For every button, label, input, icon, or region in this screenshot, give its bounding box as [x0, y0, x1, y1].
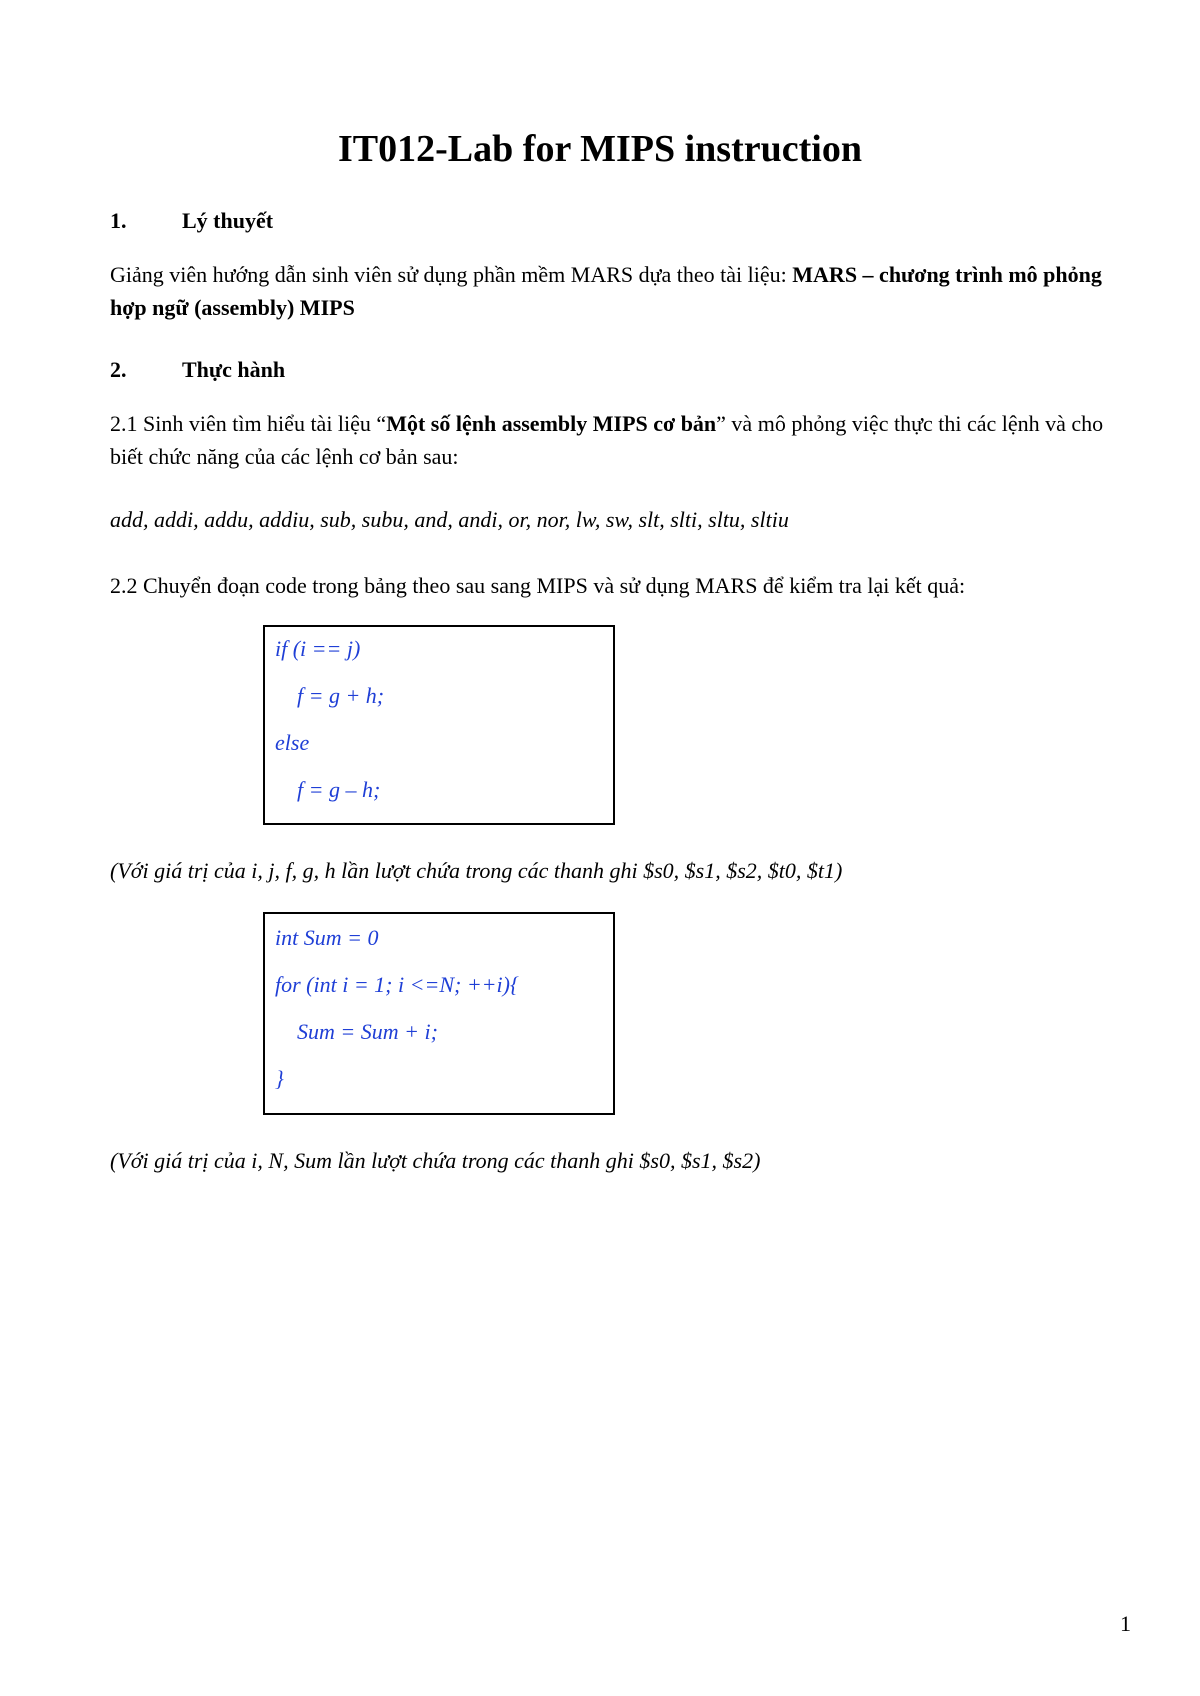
task-2-2-paragraph: 2.2 Chuyển đoạn code trong bảng theo sau sang MIPS và sử dụng MARS để kiểm tra lại kết quả:: [110, 573, 966, 598]
section-1-title: Lý thuyết: [182, 208, 274, 233]
instruction-list: add, addi, addu, addiu, sub, subu, and, andi, or, nor, lw, sw, slt, slti, sltu, sltiu: [110, 507, 789, 532]
code-block-1: [263, 625, 615, 825]
code-block-2: [263, 912, 615, 1115]
section-1-text: Giảng viên hướng dẫn sinh viên sử dụng phần mềm MARS dựa theo tài liệu:: [110, 262, 793, 287]
section-1-number: 1.: [110, 208, 127, 233]
task-2-1-paragraph: [110, 407, 1130, 473]
code-2-line-4: }: [275, 1066, 284, 1091]
code-1-line-1: if (i == j): [275, 636, 361, 661]
section-1-heading: [110, 207, 273, 235]
section-2-heading: [110, 356, 285, 384]
code-2-register-note: (Với giá trị của i, N, Sum lần lượt chứa trong các thanh ghi $s0, $s1, $s2): [110, 1148, 761, 1173]
section-2-title: Thực hành: [182, 357, 286, 382]
code-1-line-4: f = g – h;: [275, 777, 381, 802]
code-1-line-2: f = g + h;: [275, 683, 385, 708]
task-2-1-prefix: 2.1 Sinh viên tìm hiểu tài liệu “: [110, 411, 387, 436]
code-1-register-note: (Với giá trị của i, j, f, g, h lần lượt chứa trong các thanh ghi $s0, $s1, $s2, $t0, $t1): [110, 858, 843, 883]
task-2-1-suffix: ” và mô phỏng việc thực thi các lệnh và cho biết chức năng của các lệnh cơ bản sau:: [110, 411, 1104, 469]
task-2-1-bold-reference: Một số lệnh assembly MIPS cơ bản: [386, 411, 717, 436]
code-2-line-1: int Sum = 0: [275, 925, 379, 950]
code-2-line-2: for (int i = 1; i <=N; ++i){: [275, 972, 519, 997]
section-1-bold-reference: MARS – chương trình mô phỏng hợp ngữ (assembly) MIPS: [110, 262, 1102, 320]
code-2-line-3: Sum = Sum + i;: [275, 1019, 438, 1044]
code-1-line-3: else: [275, 730, 310, 755]
section-2-number: 2.: [110, 357, 127, 382]
section-1-paragraph: [110, 258, 1130, 324]
page-title: IT012-Lab for MIPS instruction: [338, 128, 862, 170]
page-number: 1: [1120, 1611, 1131, 1636]
